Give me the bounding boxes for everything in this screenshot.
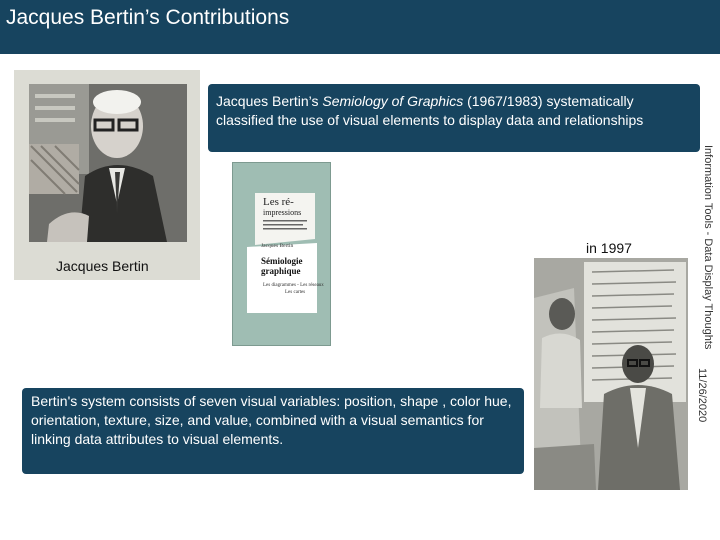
book-subtitle: Les diagrammes - Les réseaux — [263, 283, 324, 288]
side-date: 11/26/2020 — [696, 368, 708, 423]
callout-text-pre: Jacques Bertin’s — [216, 93, 323, 109]
book-title-line2: impressions — [263, 208, 302, 217]
group-photo — [534, 258, 688, 490]
book-subtitle2: Les cartes — [285, 290, 306, 295]
book-title-line1: Les ré- — [263, 196, 294, 208]
book-title-main2: graphique — [261, 266, 301, 276]
side-course-title: Information Tools - Data Display Thoughts — [702, 145, 714, 350]
semiology-callout-text — [216, 92, 694, 130]
summary-text: Bertin's system consists of seven visual variables: position, shape , color hue, orientation, texture, size, and value, combined with a visual semantics for linking data attributes to visual elements. — [31, 393, 512, 447]
photo-year-caption: in 1997 — [586, 240, 632, 256]
slide-title: Jacques Bertin’s Contributions — [6, 6, 290, 29]
book-title-main1: Sémiologie — [261, 256, 303, 266]
book-cover-image — [232, 162, 331, 346]
portrait-caption: Jacques Bertin — [56, 258, 149, 274]
callout-text-post: (1967/1983) systematically classified the use of visual elements to display data and relationships — [216, 93, 644, 128]
book-author: Jacques Bertin — [261, 243, 294, 249]
callout-book-title: Semiology of Graphics — [322, 93, 464, 109]
portrait-photo — [29, 84, 187, 242]
